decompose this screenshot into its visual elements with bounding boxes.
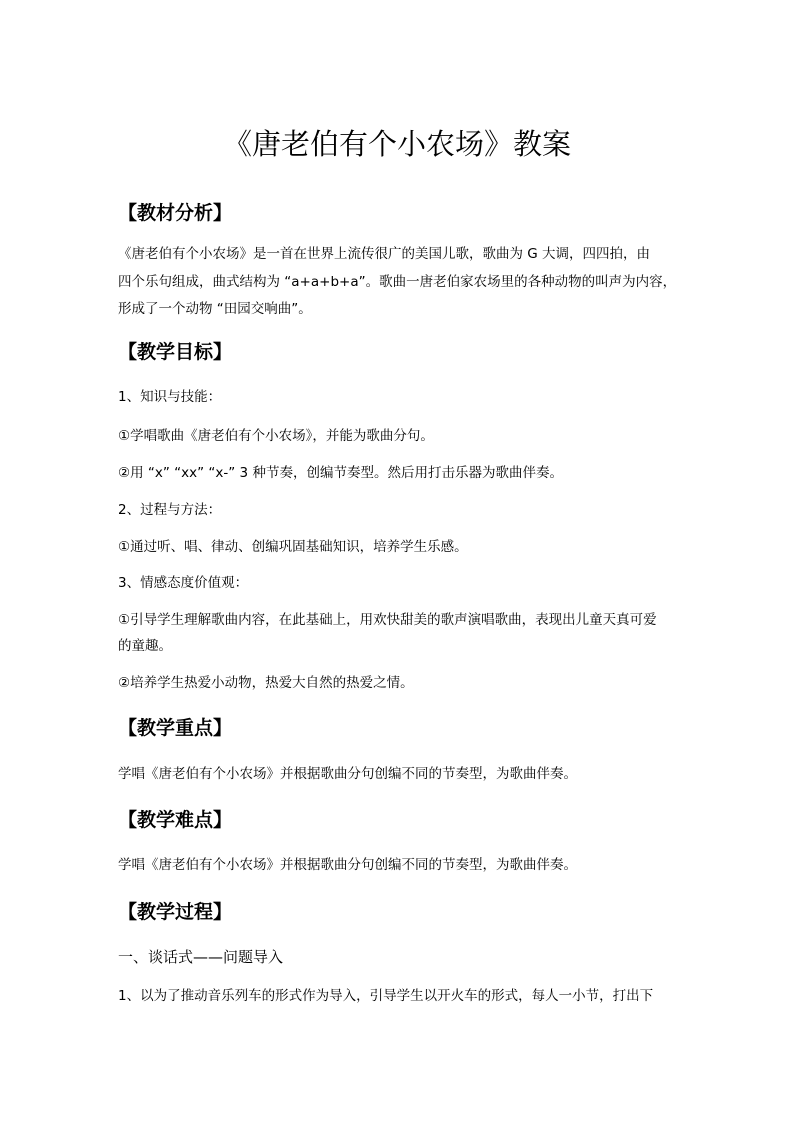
goal-3-title: 3、情感态度价值观： [118, 575, 249, 591]
analysis-line-2: 四个乐句组成，曲式结构为 “a+a+b+a”。歌曲一唐老伯家农场里的各种动物的叫声为内容， [118, 274, 677, 290]
key-points-text: 学唱《唐老伯有个小农场》并根据歌曲分句创编不同的节奏型，为歌曲伴奏。 [118, 766, 577, 782]
heading-teaching-goals: 【教学目标】 [118, 341, 233, 363]
heading-key-points: 【教学重点】 [118, 717, 233, 739]
heading-teaching-process: 【教学过程】 [118, 901, 233, 923]
document-title: 《唐老伯有个小农场》教案 [222, 127, 571, 161]
goal-2-title: 2、过程与方法： [118, 502, 222, 518]
goal-3-item-a-line-1: ①引导学生理解歌曲内容，在此基础上，用欢快甜美的歌声演唱歌曲，表现出儿童天真可爱 [118, 612, 657, 628]
difficulties-text: 学唱《唐老伯有个小农场》并根据歌曲分句创编不同的节奏型，为歌曲伴奏。 [118, 857, 577, 873]
goal-3-item-b: ②培养学生热爱小动物，热爱大自然的热爱之情。 [118, 675, 414, 691]
goal-3-item-a-line-2: 的童趣。 [118, 638, 172, 654]
heading-material-analysis: 【教材分析】 [118, 202, 233, 224]
process-step-1-title: 一、谈话式——问题导入 [118, 948, 284, 966]
heading-difficulties: 【教学难点】 [118, 809, 233, 831]
goal-2-item-a: ①通过听、唱、律动、创编巩固基础知识，培养学生乐感。 [118, 539, 468, 555]
goal-1-title: 1、知识与技能： [118, 389, 222, 405]
process-step-1-item-1: 1、以为了推动音乐列车的形式作为导入，引导学生以开火车的形式，每人一小节，打出下 [118, 988, 654, 1004]
analysis-line-1: 《唐老伯有个小农场》是一首在世界上流传很广的美国儿歌，歌曲为 G 大调，四四拍，由 [118, 246, 651, 262]
analysis-line-3: 形成了一个动物 “田园交响曲”。 [118, 301, 312, 317]
goal-1-item-a: ①学唱歌曲《唐老伯有个小农场》，并能为歌曲分句。 [118, 428, 434, 444]
goal-1-item-b: ②用 “x” “xx” “x-” 3 种节奏，创编节奏型。然后用打击乐器为歌曲伴奏。 [118, 465, 563, 481]
